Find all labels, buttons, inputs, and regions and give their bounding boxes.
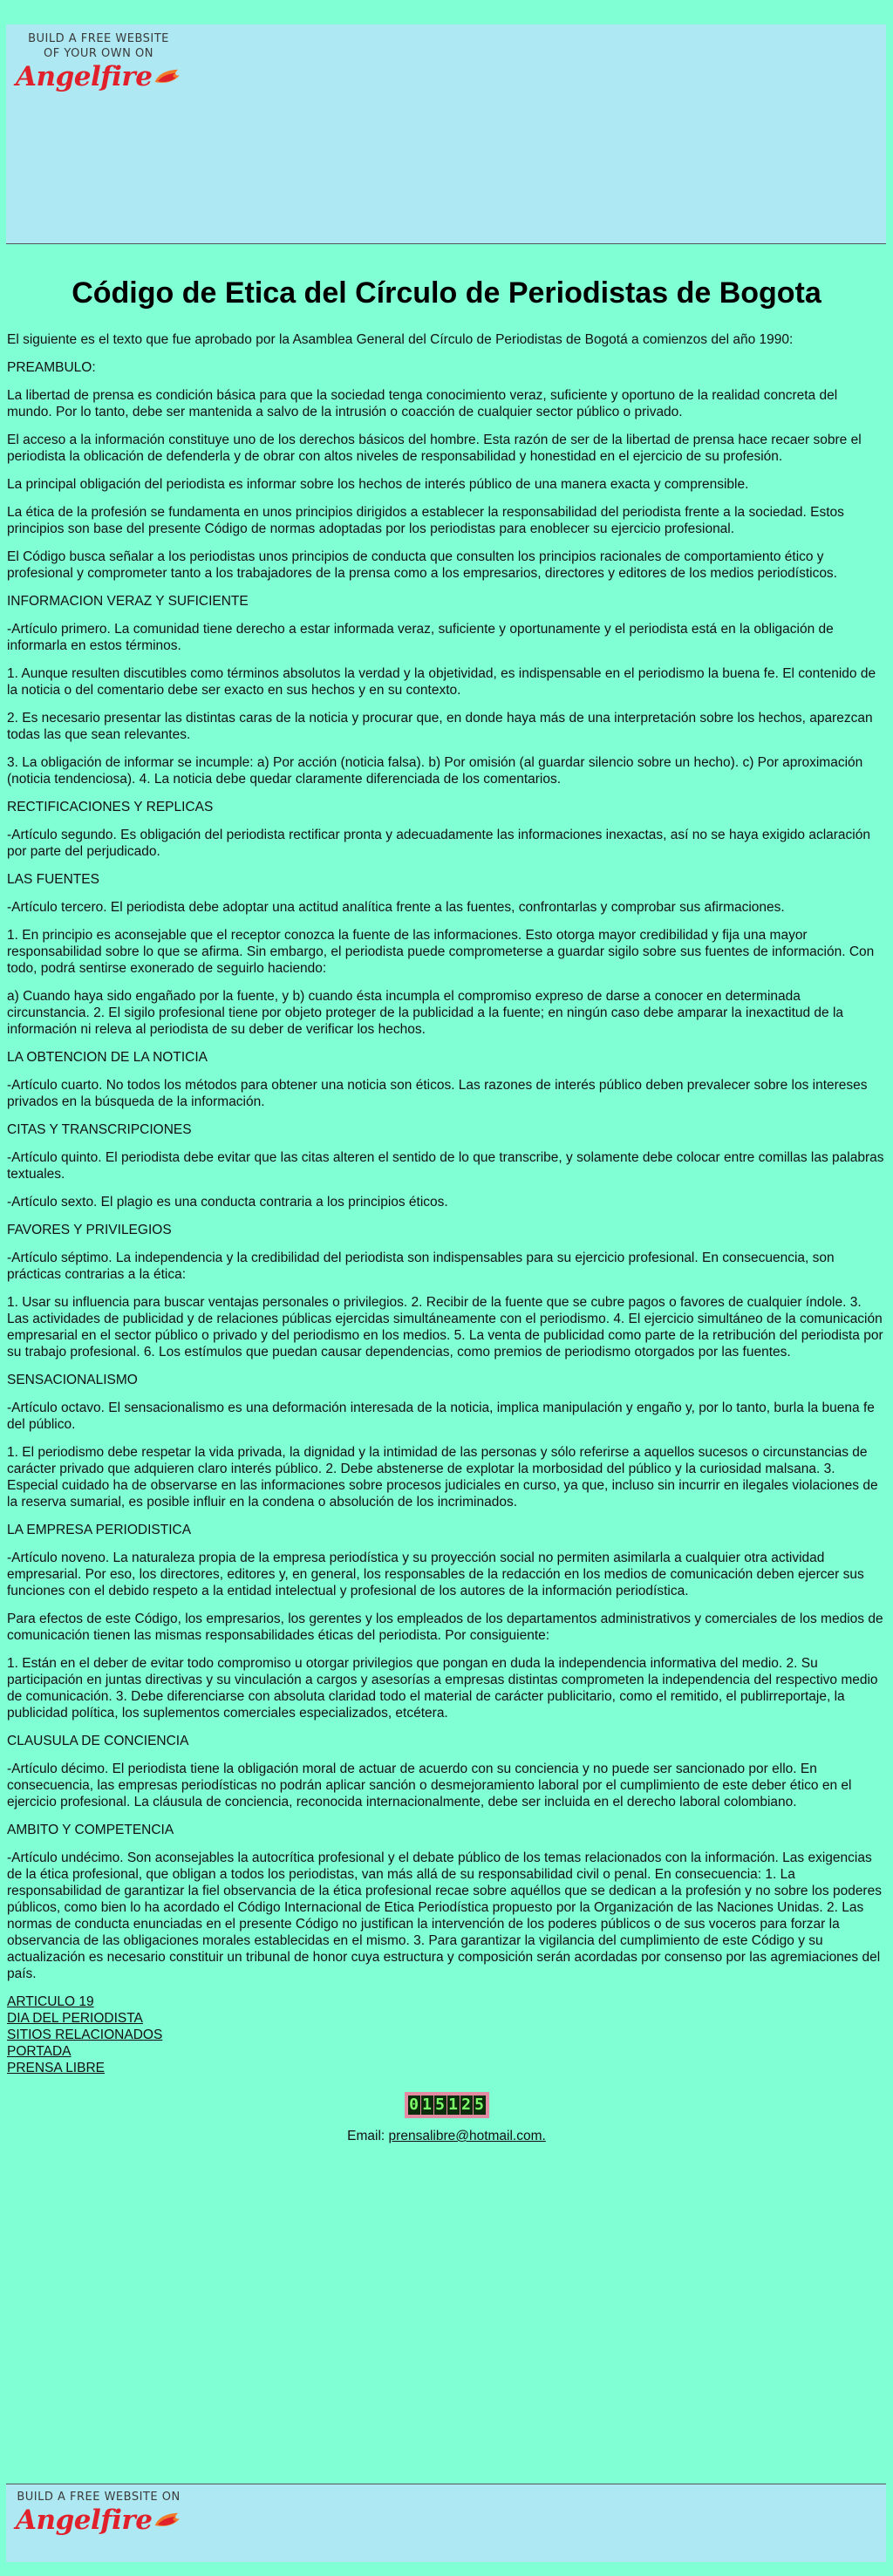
ad-line-bottom: BUILD A FREE WEBSITE ON — [17, 2491, 181, 2504]
body-paragraph: RECTIFICACIONES Y REPLICAS — [7, 800, 214, 814]
body-paragraph: -Artículo octavo. El sensacionalismo es una deformación interesada de la noticia, implica manipulación y engaño y, por lo tanto, burla la buena fe del público. — [7, 1400, 875, 1432]
main-content — [7, 253, 886, 2144]
body-paragraph: -Artículo noveno. La naturaleza propia de la empresa periodística y su proyección social no permiten asimilarla a cualquier otra actividad empresarial. Por eso, los directores, editores y, en general, los responsables de la redacción en los medios de comunicación deben ejercer sus funciones con el debido respeto a la entidad intelectual y profesional de los autores de la información periodística. — [7, 1550, 864, 1598]
link-sitios-relacionados[interactable]: SITIOS RELACIONADOS — [7, 2027, 163, 2042]
body-paragraph: El Código busca señalar a los periodistas unos principios de conducta que consulten los principios racionales de comportamiento ético y profesional y comprometer tanto a los trabajadores de la prensa como a los empresarios, directores y editores de los medios periodísticos. — [7, 549, 837, 581]
angelfire-logo-bottom[interactable] — [16, 2505, 181, 2535]
email-label: Email: — [347, 2129, 385, 2143]
body-paragraph: -Artículo tercero. El periodista debe adoptar una actitud analítica frente a las fuentes, confrontarlas y comprobar sus afirmaciones. — [7, 900, 785, 915]
counter-digit: 2 — [461, 2096, 471, 2114]
body-paragraph: -Artículo décimo. El periodista tiene la obligación moral de actuar de acuerdo con su conciencia y no puede ser sancionado por ello. En consecuencia, las empresas periodísticas no podrán aplicar sanción o desmejoramiento laboral por el cumplimiento de este deber ético en el ejercicio profesional. La cláusula de conciencia, reconocida internacionalmente, debe ser incluida en el derecho laboral colombiano. — [7, 1762, 852, 1809]
body-paragraph: PREAMBULO: — [7, 360, 96, 375]
body-paragraph: La ética de la profesión se fundamenta en unos principios dirigidos a establecer la responsabilidad del periodista frente a la sociedad. Estos principios son base del presente Código de normas adoptadas por los periodistas para enoblecer su ejercicio profesional. — [7, 505, 844, 536]
body-paragraph: 1. En principio es aconsejable que el receptor conozca la fuente de las informaciones. Esto otorga mayor credibilidad y fija una mayor responsabilidad sobre lo que se afirma. Sin embargo, el periodista puede comprometerse a guardar sigilo sobre sus fuentes de información. Con todo, podrá sentirse exonerado de seguirlo haciendo: — [7, 928, 875, 976]
body-paragraph: INFORMACION VERAZ Y SUFICIENTE — [7, 594, 249, 609]
nav-links — [7, 1993, 886, 2076]
link-portada[interactable]: PORTADA — [7, 2044, 72, 2059]
body-paragraph: -Artículo séptimo. La independencia y la credibilidad del periodista son indispensables para su ejercicio profesional. En consecuencia, son prácticas contrarias a la ética: — [7, 1251, 835, 1282]
counter-digit: 5 — [474, 2096, 484, 2114]
body-paragraph: 1. Están en el deber de evitar todo compromiso u otorgar privilegios que pongan en duda la independencia informativa del medio. 2. Su participación en juntas directivas y su vinculación a cargos y asesorías a empresas distintas comprometen la independencia del respectivo medio de comunicación. 3. Debe diferenciarse con absoluta claridad todo el material de carácter publicitario, como el remitido, el publirreportaje, la publicidad política, los suplementos comerciales especializados, etcétera. — [7, 1656, 878, 1721]
body-paragraph: LA OBTENCION DE LA NOTICIA — [7, 1050, 208, 1065]
body-paragraph: Para efectos de este Código, los empresarios, los gerentes y los empleados de los departamentos administrativos y comerciales de los medios de comunicación tienen las mismas responsabilidades éticas del periodista. Por consiguiente: — [7, 1612, 883, 1643]
angelfire-wordmark: Angelfire — [16, 61, 153, 92]
body-paragraph: CLAUSULA DE CONCIENCIA — [7, 1734, 189, 1748]
angelfire-ad-top[interactable] — [16, 31, 181, 92]
ad-line-2: OF YOUR OWN ON — [44, 47, 153, 60]
bottom-ad-banner — [6, 2484, 886, 2562]
angelfire-ad-bottom[interactable] — [16, 2490, 181, 2535]
body-paragraph: La principal obligación del periodista es informar sobre los hechos de interés público de una manera exacta y comprensible. — [7, 477, 749, 492]
body-paragraph: 2. Es necesario presentar las distintas caras de la noticia y procurar que, en donde haya más de una interpretación sobre los hechos, aparezcan todas las que sean relevantes. — [7, 711, 873, 742]
email-link[interactable]: prensalibre@hotmail.com. — [388, 2129, 546, 2143]
body-paragraph: -Artículo segundo. Es obligación del periodista rectificar pronta y adecuadamente las informaciones inexactas, así no se haya exigido aclaración por parte del perjudicado. — [7, 828, 870, 859]
body-paragraph: -Artículo undécimo. Son aconsejables la autocrítica profesional y el debate público de los temas relacionados con la información. Las exigencias de la ética profesional, que obligan a todos los periodistas, van más allá de su responsabilidad civil o penal. En consecuencia: 1. La responsabilidad de garantizar la fiel observancia de la ética profesional recae sobre aquéllos que se dedican a la profesión y no sobre los poderes públicos, como bien lo ha acordado el Código Internacional de Etica Periodística propuesto por la Organización de las Naciones Unidas. 2. Las normas de conducta enunciadas en el presente Código no justifican la intervención de los poderes públicos o de sus voceros para forzar la observancia de las obligaciones morales establecidas en el mismo. 3. Para garantizar la vigilancia del cumplimiento de este Código y su actualización es necesario constituir un tribunal de honor cuya estructura y composición serán acordadas por consenso por las agremiaciones del país. — [7, 1850, 882, 1981]
ad-line-1: BUILD A FREE WEBSITE — [28, 32, 169, 45]
flame-icon — [153, 65, 181, 88]
body-paragraph: CITAS Y TRANSCRIPCIONES — [7, 1122, 192, 1137]
body-paragraph: -Artículo cuarto. No todos los métodos para obtener una noticia son éticos. Las razones de interés público deben prevalecer sobre los intereses privados en la búsqueda de la información. — [7, 1078, 868, 1109]
body-paragraph: a) Cuando haya sido engañado por la fuente, y b) cuando ésta incumpla el compromiso expreso de darse a conocer en determinada circunstancia. 2. El sigilo profesional tiene por objeto proteger de la publicidad a la fuente; en ningún caso debe amparar la inexactitud de la información ni releva al periodista de su deber de verificar los hechos. — [7, 989, 844, 1037]
body-paragraph: -Artículo sexto. El plagio es una conducta contraria a los principios éticos. — [7, 1195, 448, 1210]
body-paragraph: AMBITO Y COMPETENCIA — [7, 1823, 174, 1837]
body-paragraph: 3. La obligación de informar se incumple: a) Por acción (noticia falsa). b) Por omisión (al guardar silencio sobre un hecho). c) Por aproximación (noticia tendenciosa). 4. La noticia debe quedar claramente diferenciada de los comentarios. — [7, 755, 863, 787]
hit-counter — [405, 2092, 489, 2118]
email-line — [7, 2129, 886, 2144]
counter-digit: 1 — [422, 2096, 432, 2114]
body-paragraph: -Artículo primero. La comunidad tiene derecho a estar informada veraz, suficiente y oportunamente y el periodista está en la obligación de informarla en estos términos. — [7, 622, 834, 653]
counter-digit: 1 — [448, 2096, 458, 2114]
body-paragraph: FAVORES Y PRIVILEGIOS — [7, 1223, 172, 1237]
article-body — [7, 359, 886, 1982]
link-dia-del-periodista[interactable]: DIA DEL PERIODISTA — [7, 2011, 143, 2026]
link-prensa-libre[interactable]: PRENSA LIBRE — [7, 2061, 105, 2075]
body-paragraph: El acceso a la información constituye uno de los derechos básicos del hombre. Esta razón de ser de la libertad de prensa hace recaer sobre el periodista la oblicación de defenderla y de obrar con altos niveles de responsabilidad y honestidad en el ejercicio de su profesión. — [7, 433, 862, 464]
intro-paragraph: El siguiente es el texto que fue aprobado por la Asamblea General del Círculo de Periodistas de Bogotá a comienzos del año 1990: — [7, 332, 794, 347]
body-paragraph: 1. Usar su influencia para buscar ventajas personales o privilegios. 2. Recibir de la fuente que se cubre pagos o favores de cualquier índole. 3. Las actividades de publicidad y de relaciones públicas ejercidas simultáneamente con el periodismo. 4. El ejercicio simultáneo de la comunicación empresarial en el sector público o privado y del periodismo en los medios. 5. La venta de publicidad como parte de la retribución del periodista por su trabajo profesional. 6. Los estímulos que puedan causar dependencias, como premios de periodismo otorgados por las fuentes. — [7, 1295, 883, 1360]
link-articulo-19[interactable]: ARTICULO 19 — [7, 1994, 94, 2009]
hit-counter-wrap — [7, 2092, 886, 2118]
body-paragraph: La libertad de prensa es condición básica para que la sociedad tenga conocimiento veraz, suficiente y oportuno de la realidad concreta del mundo. Por lo tanto, debe ser mantenida a salvo de la intrusión o coacción de cualquier sector público o privado. — [7, 388, 838, 419]
body-paragraph: 1. Aunque resulten discutibles como términos absolutos la verdad y la objetividad, es indispensable en el periodismo la buena fe. El contenido de la noticia o del comentario debe ser exacto en sus hechos y en su contexto. — [7, 666, 876, 698]
counter-digit: 0 — [409, 2096, 419, 2114]
flame-icon — [153, 2509, 181, 2532]
counter-digit: 5 — [435, 2096, 445, 2114]
body-paragraph: LAS FUENTES — [7, 872, 99, 887]
body-paragraph: SENSACIONALISMO — [7, 1373, 138, 1387]
body-paragraph: -Artículo quinto. El periodista debe evitar que las citas alteren el sentido de lo que transcribe, y solamente debe colocar entre comillas las palabras textuales. — [7, 1150, 884, 1182]
body-paragraph: 1. El periodismo debe respetar la vida privada, la dignidad y la intimidad de las personas y sólo referirse a aquellos sucesos o circunstancias de carácter privado que adquieren claro interés público. 2. Debe abstenerse de explotar la morbosidad del público y la curiosidad malsana. 3. Especial cuidado ha de observarse en las informaciones sobre procesos judiciales en curso, ya que, incluso sin incurrir en ilegales violaciones de la reserva sumarial, es posible influir en la condena o absolución de los incriminados. — [7, 1445, 878, 1509]
page-title: Código de Etica del Círculo de Periodistas de Bogota — [72, 276, 821, 310]
angelfire-wordmark-bottom: Angelfire — [16, 2504, 153, 2536]
top-ad-banner — [6, 24, 886, 244]
angelfire-logo[interactable] — [16, 62, 181, 92]
body-paragraph: LA EMPRESA PERIODISTICA — [7, 1523, 192, 1537]
